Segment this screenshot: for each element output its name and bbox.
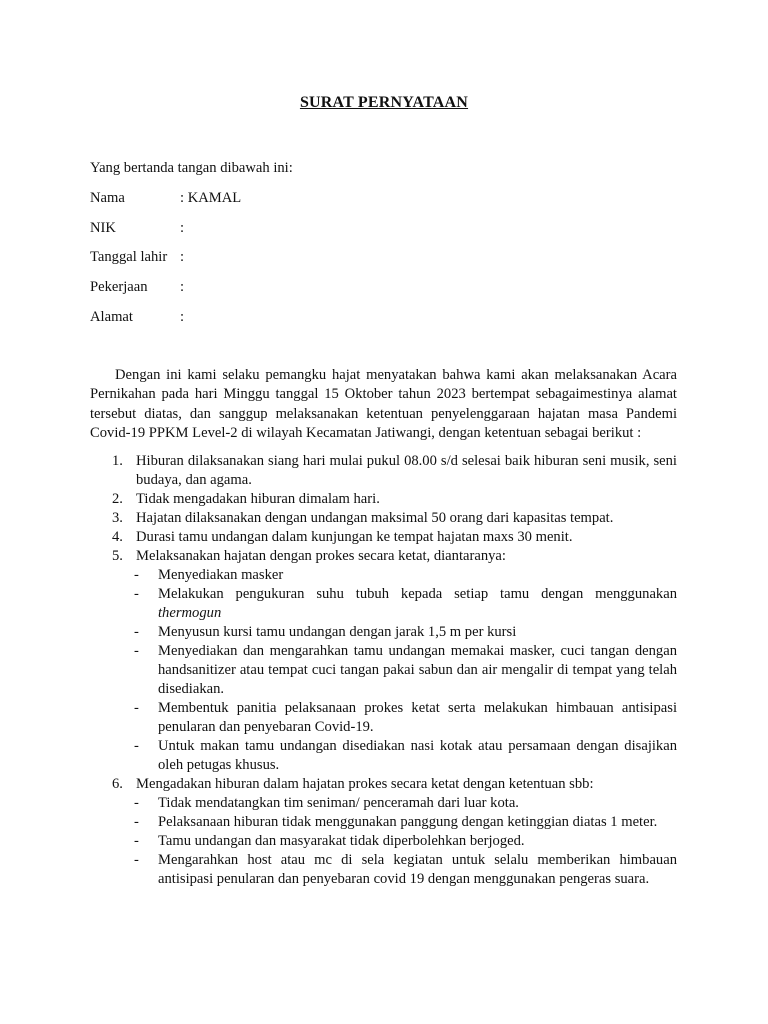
sub-item-text: Mengarahkan host atau mc di sela kegiatan untuk selalu memberikan himbauan antisipasi penularan dan penyebaran covid 19 dengan menggunakan pengeras suara. [158, 852, 677, 887]
dash-marker: - [134, 586, 139, 602]
sub-item-text: Tamu undangan dan masyarakat tidak diperbolehkan berjoged. [158, 833, 525, 849]
sub-list-item [90, 642, 677, 699]
field-label: Pekerjaan [90, 279, 148, 295]
sub-list-item [90, 794, 677, 813]
sub-list-item [90, 566, 677, 585]
sub-list-item [90, 585, 677, 623]
item-number: 5. [112, 548, 123, 564]
sub-list-item [90, 851, 677, 889]
dash-marker: - [134, 643, 139, 659]
list-item [90, 452, 677, 490]
list-item [90, 775, 677, 794]
item-text: Mengadakan hiburan dalam hajatan prokes secara ketat dengan ketentuan sbb: [136, 776, 594, 792]
field-label: Nama [90, 190, 125, 206]
field-value: : [180, 309, 185, 325]
item-text: Melaksanakan hajatan dengan prokes secara ketat, diantaranya: [136, 548, 506, 564]
dash-marker: - [134, 795, 139, 811]
field-value: : [180, 249, 185, 265]
item-text: Hiburan dilaksanakan siang hari mulai pukul 08.00 s/d selesai baik hiburan seni musik, seni budaya, dan agama. [136, 453, 677, 488]
field-label: Tanggal lahir [90, 249, 168, 265]
list-item [90, 528, 677, 547]
sub-item-text: Menyediakan dan mengarahkan tamu undangan memakai masker, cuci tangan dengan handsanitizer atau tempat cuci tangan pakai sabun dan air mengalir di tempat yang telah disediakan. [158, 643, 677, 697]
sub-item-text: Tidak mendatangkan tim seniman/ penceramah dari luar kota. [158, 795, 519, 811]
dash-marker: - [134, 852, 139, 868]
field-value: : [180, 220, 185, 236]
field-alamat [90, 307, 184, 327]
sub-item-text: Melakukan pengukuran suhu tubuh kepada setiap tamu dengan menggunakan [158, 586, 677, 602]
item-number: 4. [112, 529, 123, 545]
list-item [90, 547, 677, 566]
sub-list-item [90, 813, 677, 832]
list-item [90, 490, 677, 509]
item-number: 2. [112, 491, 123, 507]
field-value: : [180, 279, 185, 295]
field-nama [90, 188, 241, 208]
sub-item-text: Untuk makan tamu undangan disediakan nasi kotak atau persamaan dengan disajikan oleh petugas khusus. [158, 738, 677, 773]
item-number: 1. [112, 453, 123, 469]
sub-list-item [90, 737, 677, 775]
dash-marker: - [134, 833, 139, 849]
field-value: : KAMAL [180, 190, 242, 206]
intro-text: Yang bertanda tangan dibawah ini: [90, 160, 293, 176]
item-number: 6. [112, 776, 123, 792]
sub-item-text: Membentuk panitia pelaksanaan prokes ketat serta melakukan himbauan antisipasi penularan dan penyebaran Covid-19. [158, 700, 677, 735]
provisions-list [90, 452, 677, 889]
sub-list-item [90, 699, 677, 737]
field-nik [90, 218, 184, 238]
sub-item-text: Menyusun kursi tamu undangan dengan jarak 1,5 m per kursi [158, 624, 517, 640]
dash-marker: - [134, 738, 139, 754]
item-text: Durasi tamu undangan dalam kunjungan ke tempat hajatan maxs 30 menit. [136, 529, 573, 545]
field-tanggal-lahir [90, 247, 184, 267]
document-title: SURAT PERNYATAAN [299, 94, 469, 111]
dash-marker: - [134, 567, 139, 583]
list-item [90, 509, 677, 528]
dash-marker: - [134, 624, 139, 640]
dash-marker: - [134, 814, 139, 830]
sub-list-item [90, 832, 677, 851]
italic-term: thermogun [158, 605, 222, 621]
statement-paragraph: Dengan ini kami selaku pemangku hajat menyatakan bahwa kami akan melaksanakan Acara Pernikahan pada hari Minggu tanggal 15 Oktober tahun 2023 bertempat sebagaimestinya alamat tersebut diatas, dan sanggup melaksanakan ketentuan penyelenggaraan hajatan masa Pandemi Covid-19 PPKM Level-2 di wilayah Kecamatan Jatiwangi, dengan ketentuan sebagai berikut : [90, 367, 677, 442]
field-label: NIK [90, 220, 116, 236]
sub-item-text: Menyediakan masker [158, 567, 284, 583]
item-text: Hajatan dilaksanakan dengan undangan maksimal 50 orang dari kapasitas tempat. [136, 510, 614, 526]
item-text: Tidak mengadakan hiburan dimalam hari. [136, 491, 380, 507]
sub-list-item [90, 623, 677, 642]
field-pekerjaan [90, 277, 184, 297]
sub-item-text: Pelaksanaan hiburan tidak menggunakan panggung dengan ketinggian diatas 1 meter. [158, 814, 658, 830]
field-label: Alamat [90, 309, 133, 325]
dash-marker: - [134, 700, 139, 716]
item-number: 3. [112, 510, 123, 526]
